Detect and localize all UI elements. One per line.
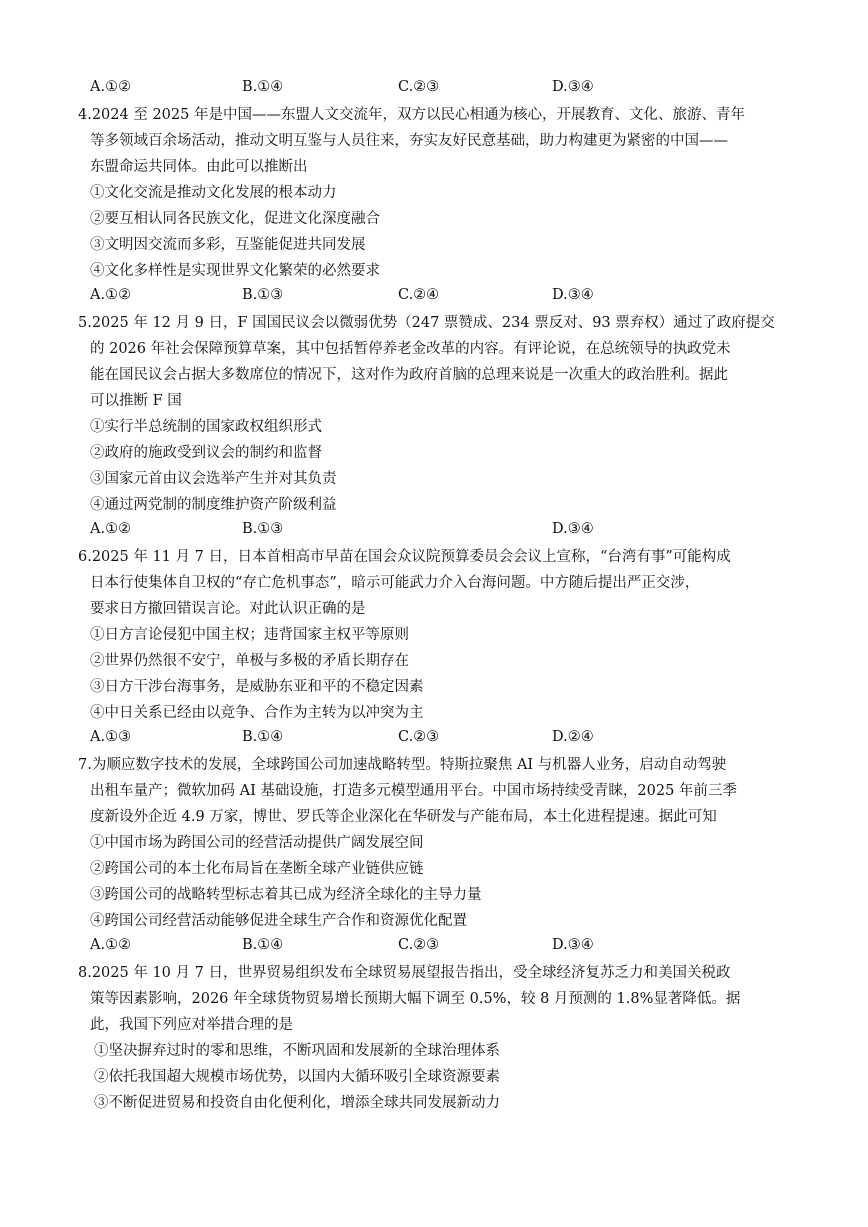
q6-option-2: ②世界仍然很不安宁，单极与多极的矛盾长期存在 [90,653,409,669]
q5-choice-b[interactable]: B.①③ [242,521,284,537]
q3-choices [78,76,778,98]
q8-stem-line: 策等因素影响，2026 年全球货物贸易增长预期大幅下调至 0.5%，较 8 月预测的 1.8%显著降低。据 [90,991,741,1007]
q5-choice-a[interactable]: A.①② [90,521,132,537]
exam-page [78,79,778,1116]
q4-stem-line: 东盟命运共同体。由此可以推断出 [90,159,308,175]
q3-choice-b[interactable]: B.①④ [242,79,284,95]
q6-option-4: ④中日关系已经由以竞争、合作为主转为以冲突为主 [90,705,424,721]
q4-choice-b[interactable]: B.①③ [242,287,284,303]
q8-stem-line: 8.2025 年 10 月 7 日，世界贸易组织发布全球贸易展望报告指出，受全球经济复苏乏力和美国关税政 [78,965,731,981]
q7-stem-line: 度新设外企近 4.9 万家，博世、罗氏等企业深化在华研发与产能布局，本土化进程提速。据此可知 [90,809,717,825]
q5-stem-line: 能在国民议会占据大多数席位的情况下，这对作为政府首脑的总理来说是一次重大的政治胜利。据此 [90,367,728,383]
question-7 [78,752,778,956]
q7-choice-b[interactable]: B.①④ [242,937,284,953]
q6-stem-line: 6.2025 年 11 月 7 日，日本首相高市早苗在国会众议院预算委员会会议上宣称，“台湾有事”可能构成 [78,549,731,565]
q6-option-1: ①日方言论侵犯中国主权；违背国家主权平等原则 [90,627,409,643]
q6-stem-line: 要求日方撤回错误言论。对此认识正确的是 [90,601,366,617]
q4-option-3: ③文明因交流而多彩，互鉴能促进共同发展 [90,237,366,253]
q4-choice-a[interactable]: A.①② [90,287,132,303]
q5-choices [78,518,778,540]
q7-choice-d[interactable]: D.③④ [552,937,594,953]
q8-option-2: ②依托我国超大规模市场优势，以国内大循环吸引全球资源要素 [94,1069,500,1085]
q8-option-1: ①坚决摒弃过时的零和思维，不断巩固和发展新的全球治理体系 [94,1043,500,1059]
q4-option-1: ①文化交流是推动文化发展的根本动力 [90,185,337,201]
q3-choice-d[interactable]: D.③④ [552,79,594,95]
q7-stem-line: 出租车量产；微软加码 AI 基础设施，打造多元模型通用平台。中国市场持续受青睐，2025 年前三季 [90,783,737,799]
q5-option-3: ③国家元首由议会选举产生并对其负责 [90,471,337,487]
q5-stem-line: 的 2026 年社会保障预算草案，其中包括暂停养老金改革的内容。有评论说，在总统领导的执政党未 [90,341,731,357]
q7-stem-line: 7.为顺应数字技术的发展，全球跨国公司加速战略转型。特斯拉聚焦 AI 与机器人业务，启动自动驾驶 [78,757,727,773]
question-5 [78,310,778,540]
q8-option-3: ③不断促进贸易和投资自由化便利化，增添全球共同发展新动力 [94,1095,500,1111]
question-6 [78,544,778,748]
q7-choice-c[interactable]: C.②③ [398,937,440,953]
q4-choice-d[interactable]: D.③④ [552,287,594,303]
q7-option-4: ④跨国公司经营活动能够促进全球生产合作和资源优化配置 [90,913,467,929]
q6-choices [78,726,778,748]
q5-option-1: ①实行半总统制的国家政权组织形式 [90,419,322,435]
q4-stem-line: 等多领域百余场活动，推动文明互鉴与人员往来，夯实友好民意基础，助力构建更为紧密的中国—— [90,133,728,149]
q6-stem-line: 日本行使集体自卫权的“存亡危机事态”，暗示可能武力介入台海问题。中方随后提出严正交涉， [90,575,700,591]
q7-choices [78,934,778,956]
question-8 [78,960,778,1116]
q7-choice-a[interactable]: A.①② [90,937,132,953]
q4-choice-c[interactable]: C.②④ [398,287,440,303]
q4-stem-line: 4.2024 至 2025 年是中国——东盟人文交流年，双方以民心相通为核心，开展教育、文化、旅游、青年 [78,107,745,123]
q5-option-2: ②政府的施政受到议会的制约和监督 [90,445,322,461]
q3-choice-a[interactable]: A.①② [90,79,132,95]
q5-stem-line: 可以推断 F 国 [90,393,182,409]
q4-option-2: ②要互相认同各民族文化，促进文化深度融合 [90,211,380,227]
q5-stem-line: 5.2025 年 12 月 9 日，F 国国民议会以微弱优势（247 票赞成、234 票反对、93 票弃权）通过了政府提交 [78,315,775,331]
q3-choice-c[interactable]: C.②③ [398,79,440,95]
q4-choices [78,284,778,306]
q7-option-2: ②跨国公司的本土化布局旨在垄断全球产业链供应链 [90,861,424,877]
q5-option-4: ④通过两党制的制度维护资产阶级利益 [90,497,337,513]
q6-choice-b[interactable]: B.①④ [242,729,284,745]
q8-stem-line: 此，我国下列应对举措合理的是 [90,1017,293,1033]
q6-choice-c[interactable]: C.②③ [398,729,440,745]
question-4 [78,102,778,306]
q6-choice-d[interactable]: D.②④ [552,729,594,745]
q4-option-4: ④文化多样性是实现世界文化繁荣的必然要求 [90,263,380,279]
q5-choice-d[interactable]: D.③④ [552,521,594,537]
q7-option-3: ③跨国公司的战略转型标志着其已成为经济全球化的主导力量 [90,887,482,903]
q6-choice-a[interactable]: A.①③ [90,729,132,745]
q6-option-3: ③日方干涉台海事务，是威胁东亚和平的不稳定因素 [90,679,424,695]
q7-option-1: ①中国市场为跨国公司的经营活动提供广阔发展空间 [90,835,424,851]
